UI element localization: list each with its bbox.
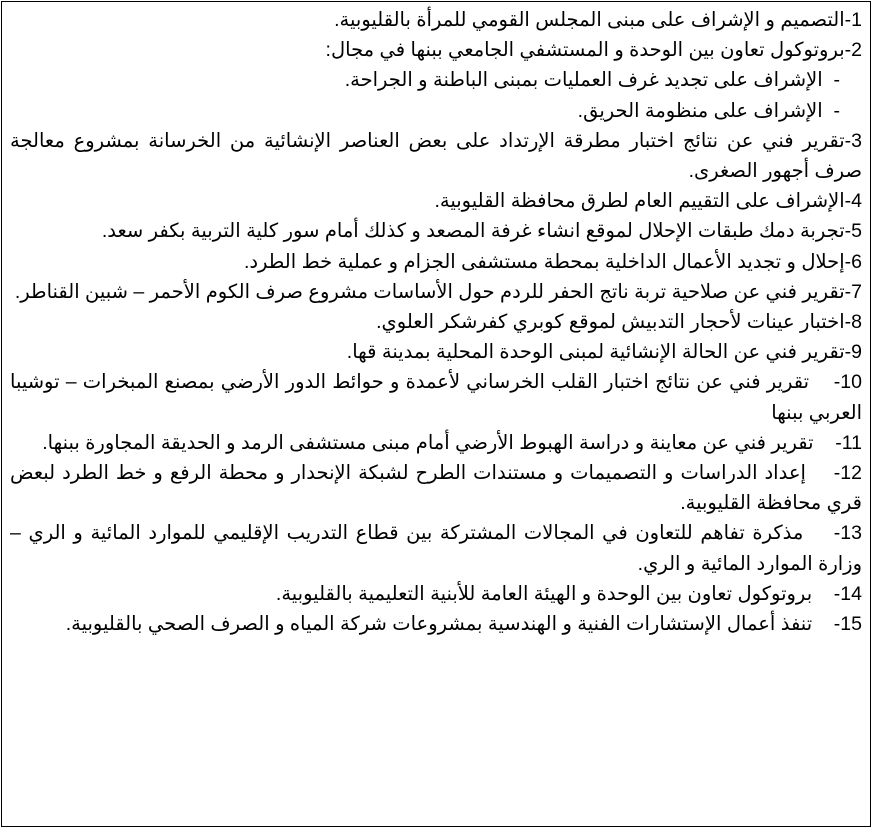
list-item bbox=[10, 337, 862, 367]
item-number: 6- bbox=[844, 250, 862, 273]
item-text: الإشراف على التقييم العام لطرق محافظة القليوبية. bbox=[434, 190, 845, 213]
item-number: 13- bbox=[833, 522, 862, 545]
item-number: 9- bbox=[844, 341, 862, 364]
item-text: بروتوكول تعاون بين الوحدة و المستشفي الجامعي ببنها في مجال: bbox=[325, 39, 845, 62]
item-number: 5- bbox=[844, 220, 862, 243]
item-text: بروتوكول تعاون بين الوحدة و الهيئة العامة للأبنية التعليمية بالقليوبية. bbox=[275, 582, 813, 605]
item-text: تنفذ أعمال الإستشارات الفنية و الهندسية بمشروعات شركة المياه و الصرف الصحي بالقليوبية. bbox=[65, 613, 813, 636]
item-text: تقرير فني عن الحالة الإنشائية لمبنى الوحدة المحلية بمدينة قها. bbox=[346, 341, 845, 364]
sub-item bbox=[10, 96, 862, 126]
item-text: التصميم و الإشراف على مبنى المجلس القومي للمرأة بالقليوبية. bbox=[334, 9, 845, 31]
list-item bbox=[10, 579, 862, 609]
list-item bbox=[10, 126, 862, 186]
item-text: إحلال و تجديد الأعمال الداخلية بمحطة مستشفى الجزام و عملية خط الطرد. bbox=[243, 250, 845, 273]
list-item bbox=[10, 247, 862, 277]
item-number: 1- bbox=[844, 9, 862, 31]
item-text: مذكرة تفاهم للتعاون في المجالات المشتركة بين قطاع التدريب الإقليمي للموارد المائية و الري – وزارة الموارد المائية و الري. bbox=[10, 522, 862, 575]
item-number: 8- bbox=[844, 311, 862, 334]
document-frame bbox=[1, 1, 871, 827]
item-bullet: - bbox=[833, 99, 840, 122]
item-number: 10- bbox=[833, 371, 862, 394]
list-item bbox=[10, 307, 862, 337]
item-text: الإشراف على منظومة الحريق. bbox=[577, 99, 823, 122]
list-item bbox=[10, 609, 862, 639]
item-text: اختبار عينات لأحجار التدبيش لموقع كوبري كفرشكر العلوي. bbox=[376, 311, 845, 334]
items-list bbox=[2, 2, 870, 639]
list-item bbox=[10, 277, 862, 307]
item-number: 12- bbox=[833, 462, 862, 485]
item-number: 2- bbox=[844, 39, 862, 62]
list-item bbox=[10, 518, 862, 578]
item-text: تقرير فني عن نتائج اختبار مطرقة الإرتداد على بعض العناصر الإنشائية من الخرسانة بمشروع معالجة صرف أجهور الصغرى. bbox=[10, 129, 862, 183]
item-number: 7- bbox=[844, 280, 862, 303]
item-number: 14- bbox=[833, 582, 862, 605]
list-item bbox=[10, 5, 862, 35]
item-text: الإشراف على تجديد غرف العمليات بمبنى الباطنة و الجراحة. bbox=[344, 69, 823, 92]
list-item bbox=[10, 458, 862, 518]
item-text: تقرير فني عن صلاحية تربة ناتج الحفر للردم حول الأساسات مشروع صرف الكوم الأحمر – شبين القناطر. bbox=[14, 280, 845, 303]
item-text: تجربة دمك طبقات الإحلال لموقع انشاء غرفة المصعد و كذلك أمام سور كلية التربية بكفر سعد. bbox=[101, 220, 845, 243]
item-text: تقرير فني عن معاينة و دراسة الهبوط الأرضي أمام مبنى مستشفى الرمد و الحديقة المجاورة ببنها. bbox=[42, 431, 814, 454]
item-text: تقرير فني عن نتائج اختبار القلب الخرساني لأعمدة و حوائط الدور الأرضي بمصنع المبخرات – توشيبا العربي ببنها bbox=[10, 371, 862, 424]
list-item bbox=[10, 35, 862, 65]
item-number: 3- bbox=[844, 129, 862, 152]
sub-item bbox=[10, 65, 862, 95]
list-item bbox=[10, 428, 862, 458]
list-item bbox=[10, 367, 862, 427]
item-bullet: - bbox=[833, 69, 840, 92]
item-number: 15- bbox=[833, 613, 862, 636]
item-number: 11- bbox=[835, 431, 862, 454]
list-item bbox=[10, 216, 862, 246]
list-item bbox=[10, 186, 862, 216]
item-number: 4- bbox=[844, 190, 862, 213]
item-text: إعداد الدراسات و التصميمات و مستندات الطرح لشبكة الإنحدار و محطة الرفع و خط الطرد لبعض قري محافظة القليوبية. bbox=[10, 462, 862, 515]
